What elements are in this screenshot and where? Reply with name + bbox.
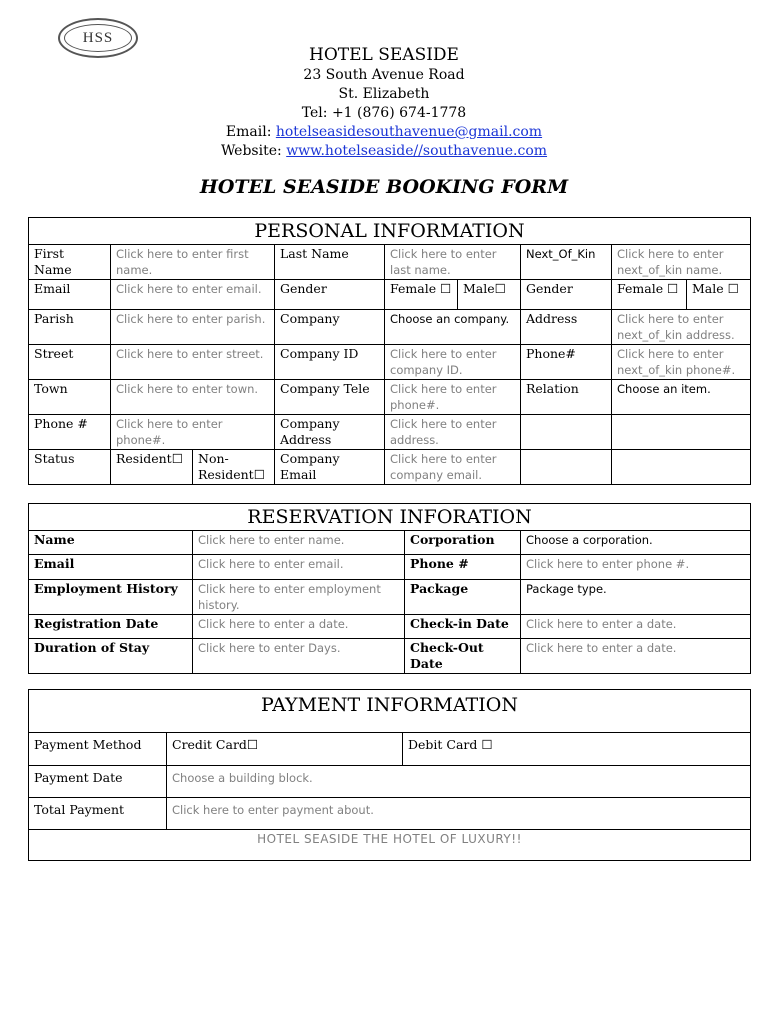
parish-label: Parish — [29, 310, 111, 345]
reservation-email-label: Email — [29, 555, 193, 580]
employment-history-field[interactable]: Click here to enter employment history. — [193, 580, 405, 615]
email-field[interactable]: Click here to enter email. — [111, 280, 275, 310]
payment-information-table — [28, 689, 751, 861]
total-payment-field[interactable]: Click here to enter payment about. — [167, 798, 751, 830]
registration-date-label: Registration Date — [29, 615, 193, 639]
address-label: Address — [521, 310, 612, 345]
next-of-kin-name-field[interactable]: Click here to enter next_of_kin name. — [612, 245, 751, 280]
corporation-dropdown[interactable]: Choose a corporation. — [521, 531, 751, 555]
address-line-1: 23 South Avenue Road — [303, 67, 465, 83]
reservation-section-title: RESERVATION INFORATION — [29, 504, 751, 531]
company-label: Company — [275, 310, 385, 345]
total-payment-label: Total Payment — [29, 798, 167, 830]
email-label: Email — [29, 280, 111, 310]
phone-field[interactable]: Click here to enter phone#. — [111, 415, 275, 450]
empty-cell — [521, 450, 612, 485]
town-field[interactable]: Click here to enter town. — [111, 380, 275, 415]
next-of-kin-female-checkbox[interactable]: Female ☐ — [612, 280, 687, 310]
email-label: Email: — [225, 124, 276, 140]
empty-cell — [521, 415, 612, 450]
payment-section-title: PAYMENT INFORMATION — [29, 690, 751, 733]
check-out-date-field[interactable]: Click here to enter a date. — [521, 639, 751, 674]
website-line — [0, 142, 768, 161]
website-link[interactable]: www.hotelseaside//southavenue.com — [286, 143, 548, 159]
status-label: Status — [29, 450, 111, 485]
payment-method-label: Payment Method — [29, 733, 167, 766]
footer-slogan: HOTEL SEASIDE THE HOTEL OF LUXURY!! — [29, 830, 751, 861]
relation-dropdown[interactable]: Choose an item. — [612, 380, 751, 415]
company-address-label: Company Address — [275, 415, 385, 450]
reservation-name-field[interactable]: Click here to enter name. — [193, 531, 405, 555]
company-email-field[interactable]: Click here to enter company email. — [385, 450, 521, 485]
first-name-label: First Name — [29, 245, 111, 280]
package-label: Package — [405, 580, 521, 615]
company-tele-label: Company Tele — [275, 380, 385, 415]
last-name-field[interactable]: Click here to enter last name. — [385, 245, 521, 280]
website-label: Website: — [220, 143, 287, 159]
next-of-kin-label: Next_Of_Kin — [521, 245, 612, 280]
payment-date-field[interactable]: Choose a building block. — [167, 766, 751, 798]
form-title: HOTEL SEASIDE BOOKING FORM — [199, 176, 569, 198]
phone-label: Phone # — [29, 415, 111, 450]
parish-field[interactable]: Click here to enter parish. — [111, 310, 275, 345]
hotel-name: HOTEL SEASIDE — [309, 45, 459, 65]
first-name-field[interactable]: Click here to enter first name. — [111, 245, 275, 280]
logo-text: HSS — [82, 29, 114, 46]
next-of-kin-male-checkbox[interactable]: Male ☐ — [687, 280, 751, 310]
male-checkbox[interactable]: Male☐ — [458, 280, 521, 310]
reservation-email-field[interactable]: Click here to enter email. — [193, 555, 405, 580]
company-email-label: Company Email — [275, 450, 385, 485]
empty-cell — [612, 450, 751, 485]
non-resident-checkbox[interactable]: Non-Resident☐ — [193, 450, 275, 485]
check-in-date-field[interactable]: Click here to enter a date. — [521, 615, 751, 639]
check-out-date-label: Check-Out Date — [405, 639, 521, 674]
duration-of-stay-field[interactable]: Click here to enter Days. — [193, 639, 405, 674]
resident-checkbox[interactable]: Resident☐ — [111, 450, 193, 485]
telephone: Tel: +1 (876) 674-1778 — [301, 105, 467, 121]
email-line — [0, 123, 768, 142]
relation-label: Relation — [521, 380, 612, 415]
gender-label: Gender — [275, 280, 385, 310]
package-dropdown[interactable]: Package type. — [521, 580, 751, 615]
personal-section-title: PERSONAL INFORMATION — [29, 218, 751, 245]
town-label: Town — [29, 380, 111, 415]
check-in-date-label: Check-in Date — [405, 615, 521, 639]
credit-card-checkbox[interactable]: Credit Card☐ — [167, 733, 403, 766]
address-line-2: St. Elizabeth — [338, 86, 430, 102]
reservation-name-label: Name — [29, 531, 193, 555]
employment-history-label: Employment History — [29, 580, 193, 615]
next-of-kin-phone-field[interactable]: Click here to enter next_of_kin phone#. — [612, 345, 751, 380]
company-address-field[interactable]: Click here to enter address. — [385, 415, 521, 450]
email-link[interactable]: hotelseasidesouthavenue@gmail.com — [275, 124, 543, 140]
reservation-phone-field[interactable]: Click here to enter phone #. — [521, 555, 751, 580]
company-dropdown[interactable]: Choose an company. — [385, 310, 521, 345]
street-label: Street — [29, 345, 111, 380]
reservation-phone-label: Phone # — [405, 555, 521, 580]
duration-of-stay-label: Duration of Stay — [29, 639, 193, 674]
next-of-kin-phone-label: Phone# — [521, 345, 612, 380]
company-id-field[interactable]: Click here to enter company ID. — [385, 345, 521, 380]
reservation-information-table — [28, 503, 751, 674]
next-of-kin-address-field[interactable]: Click here to enter next_of_kin address. — [612, 310, 751, 345]
last-name-label: Last Name — [275, 245, 385, 280]
street-field[interactable]: Click here to enter street. — [111, 345, 275, 380]
corporation-label: Corporation — [405, 531, 521, 555]
female-checkbox[interactable]: Female ☐ — [385, 280, 458, 310]
company-id-label: Company ID — [275, 345, 385, 380]
next-of-kin-gender-label: Gender — [521, 280, 612, 310]
debit-card-checkbox[interactable]: Debit Card ☐ — [403, 733, 751, 766]
registration-date-field[interactable]: Click here to enter a date. — [193, 615, 405, 639]
personal-information-table — [28, 217, 751, 485]
payment-date-label: Payment Date — [29, 766, 167, 798]
company-tele-field[interactable]: Click here to enter phone#. — [385, 380, 521, 415]
empty-cell — [612, 415, 751, 450]
hotel-header — [0, 44, 768, 161]
